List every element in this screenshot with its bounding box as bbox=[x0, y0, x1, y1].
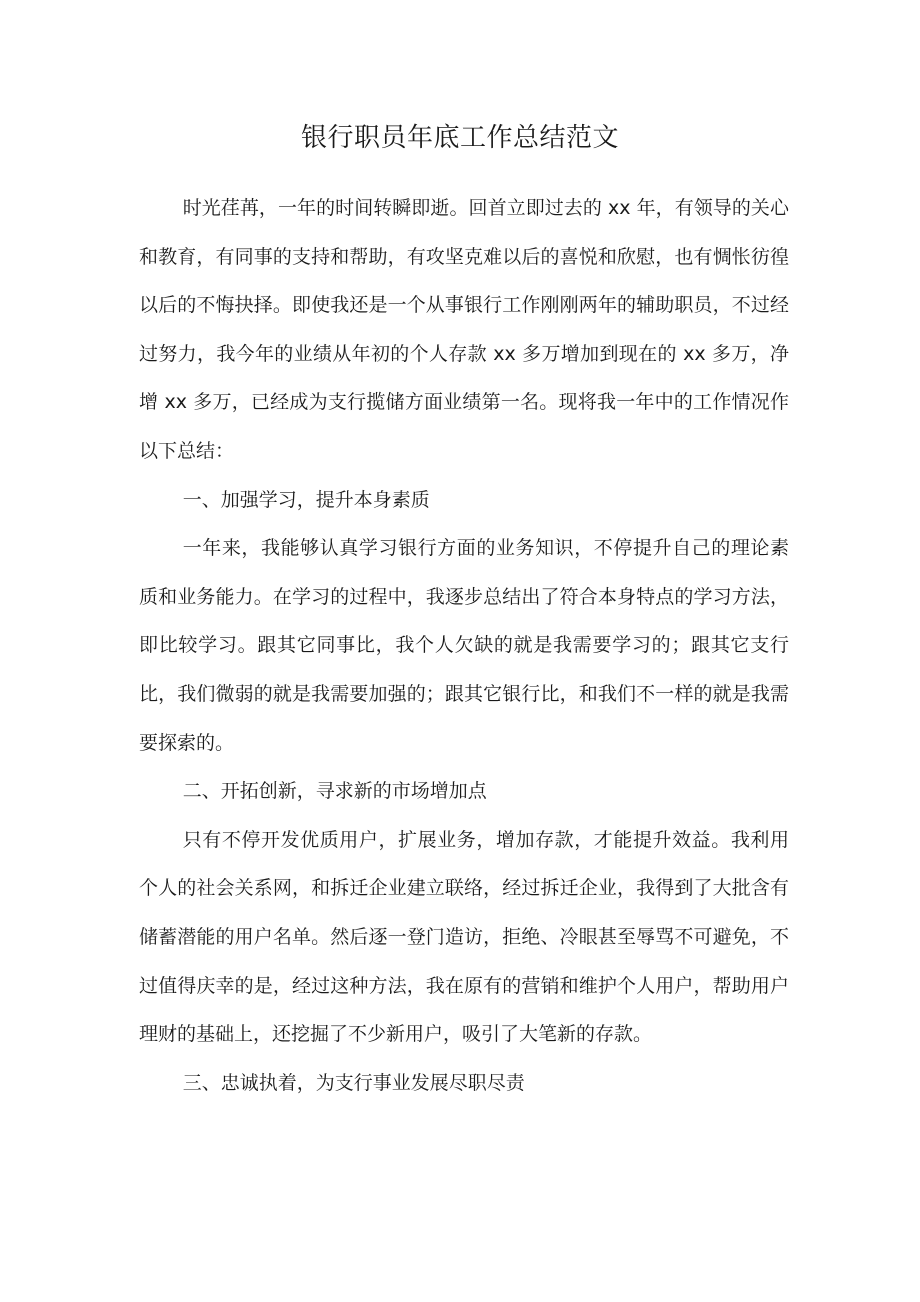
section-heading-2: 二、开拓创新，寻求新的市场增加点 bbox=[182, 780, 487, 803]
section-1-paragraph: 一年来，我能够认真学习银行方面的业务知识，不停提升自己的理论素质和业务能力。在学习的过程中，我逐步总结出了符合本身特点的学习方法，即比较学习。跟其它同事比，我个人欠缺的就是我需要学习的；跟其它支行比，我们微弱的就是我需要加强的；跟其它银行比，和我们不一样的就是我需要探索的。 bbox=[139, 537, 789, 754]
intro-paragraph: 时光荏苒，一年的时间转瞬即逝。回首立即过去的 xx 年，有领导的关心和教育，有同事的支持和帮助，有攻坚克难以后的喜悦和欣慰，也有惆怅彷徨以后的不悔抉择。即使我还是一个从事银行工作刚刚两年的辅助职员，不过经过努力，我今年的业绩从年初的个人存款 xx 多万增加到现在的 xx 多万，净增 xx 多万，已经成为支行揽储方面业绩第一名。现将我一年中的工作情况作以下总结： bbox=[139, 197, 789, 462]
section-heading-1: 一、加强学习，提升本身素质 bbox=[182, 488, 430, 511]
document-body bbox=[139, 184, 789, 1107]
section-heading-3: 三、忠诚执着，为支行事业发展尽职尽责 bbox=[182, 1071, 525, 1094]
section-2-paragraph: 只有不停开发优质用户，扩展业务，增加存款，才能提升效益。我利用个人的社会关系网，和拆迁企业建立联络，经过拆迁企业，我得到了大批含有储蓄潜能的用户名单。然后逐一登门造访，拒绝、冷眼甚至辱骂不可避免，不过值得庆幸的是，经过这种方法，我在原有的营销和维护个人用户，帮助用户理财的基础上，还挖掘了不少新用户，吸引了大笔新的存款。 bbox=[139, 828, 789, 1046]
document-title: 银行职员年底工作总结范文 bbox=[300, 123, 619, 153]
